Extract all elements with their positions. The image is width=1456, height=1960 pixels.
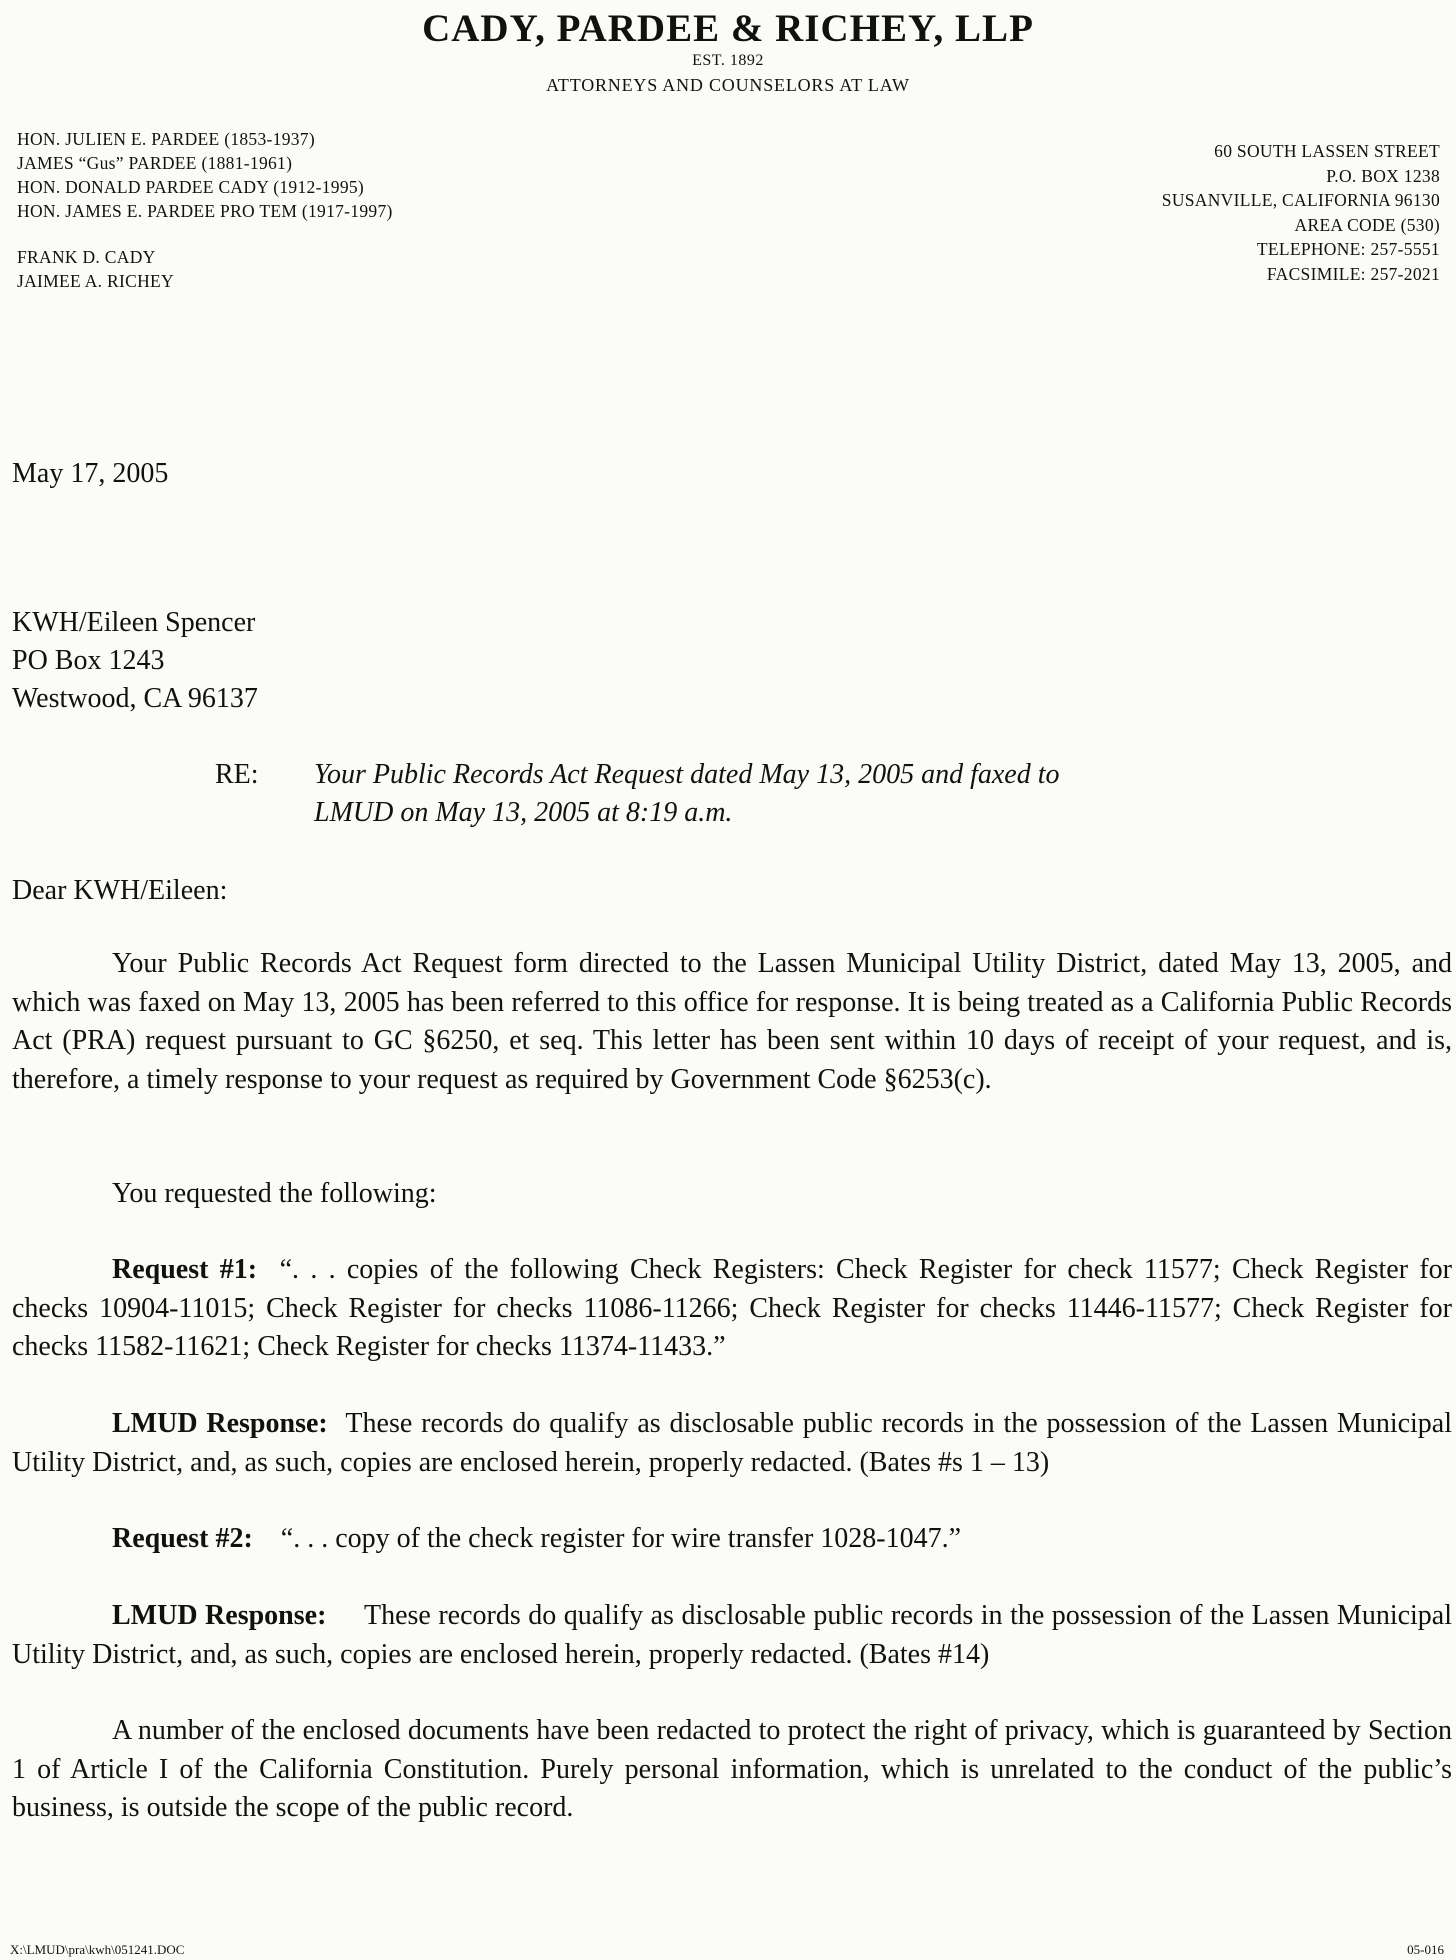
partner-name: HON. DONALD PARDEE CADY (1912-1995): [17, 177, 365, 197]
response-1-text: These records do qualify as disclosable public records in the possession of the Lassen Municipal Utility District, and, as such, copies are enclosed herein, properly redacted. (Bates #s 1 – 13): [12, 1408, 1453, 1478]
response-2: [12, 1597, 1452, 1674]
recipient-address: [12, 604, 258, 718]
recipient-line: KWH/Eileen Spencer: [12, 607, 256, 638]
re-label: RE:: [215, 759, 259, 790]
partner-name: JAMES “Gus” PARDEE (1881-1961): [17, 153, 293, 173]
recipient-line: PO Box 1243: [12, 645, 165, 676]
firm-address: [1162, 139, 1440, 286]
requested-text: You requested the following:: [112, 1178, 437, 1209]
footer-code: 05-016: [1407, 1942, 1444, 1957]
partner-name: HON. JULIEN E. PARDEE (1853-1937): [17, 129, 315, 149]
address-line: TELEPHONE: 257-5551: [1256, 239, 1440, 259]
re-subject-line: LMUD on May 13, 2005 at 8:19 a.m.: [314, 797, 733, 828]
address-line: P.O. BOX 1238: [1326, 165, 1440, 186]
address-line: 60 SOUTH LASSEN STREET: [1214, 141, 1440, 161]
address-line: FACSIMILE: 257-2021: [1266, 263, 1440, 284]
footer-file-path: X:\LMUD\pra\kwh\051241.DOC: [10, 1942, 185, 1957]
response-1-label: LMUD Response:: [112, 1408, 328, 1439]
request-2-label: Request #2:: [112, 1523, 253, 1554]
privacy-text: A number of the enclosed documents have been redacted to protect the right of privacy, which is guaranteed by Section 1 of Article I of the California Constitution. Purely personal information, which is unrelated to the conduct of the public’s business, is outside the scope of the public record.: [12, 1715, 1452, 1823]
intro-text: Your Public Records Act Request form directed to the Lassen Municipal Utility District, dated May 13, 2005, and which was faxed on May 13, 2005 has been referred to this office for response. It is being treated as a California Public Records Act (PRA) request pursuant to GC §6250, et seq. This letter has been sent within 10 days of receipt of your request, and is, therefore, a timely response to your request as required by Government Code §6253(c).: [12, 948, 1452, 1095]
firm-established: EST. 1892: [692, 52, 764, 69]
request-2-text: “. . . copy of the check register for wire transfer 1028-1047.”: [280, 1523, 962, 1554]
partner-name: FRANK D. CADY: [17, 247, 156, 267]
recipient-line: Westwood, CA 96137: [12, 683, 258, 714]
partner-name: HON. JAMES E. PARDEE PRO TEM (1917-1997): [17, 201, 393, 221]
response-2-label: LMUD Response:: [112, 1600, 327, 1631]
letter-date: May 17, 2005: [12, 458, 169, 489]
response-2-text: These records do qualify as disclosable public records in the possession of the Lassen Municipal Utility District, and, as such, copies are enclosed herein, properly redacted. (Bates #14): [12, 1600, 1453, 1670]
partner-name: JAIMEE A. RICHEY: [17, 271, 174, 291]
response-1: [12, 1405, 1452, 1482]
request-1-label: Request #1:: [112, 1254, 258, 1285]
address-line: SUSANVILLE, CALIFORNIA 96130: [1161, 190, 1440, 210]
firm-name: CADY, PARDEE & RICHEY, LLP: [422, 7, 1034, 50]
re-subject-line: Your Public Records Act Request dated May 13, 2005 and faxed to: [314, 759, 1060, 790]
salutation: Dear KWH/Eileen:: [12, 875, 228, 906]
privacy-paragraph: [12, 1712, 1452, 1828]
re-subject: [314, 756, 1060, 832]
request-1: [12, 1251, 1452, 1367]
intro-paragraph: [12, 945, 1452, 1099]
partners-list: [17, 127, 393, 293]
request-2: [12, 1520, 1452, 1559]
address-line: AREA CODE (530): [1294, 214, 1440, 235]
request-1-text: “. . . copies of the following Check Registers: Check Register for check 11577; Check Register for checks 10904-11015; Check Register for checks 11086-11266; Check Register for checks 11446-11577; Check Register for checks 11582-11621; Check Register for checks 11374-11433.”: [12, 1254, 1452, 1362]
requested-paragraph: [12, 1175, 1452, 1214]
firm-tagline: ATTORNEYS AND COUNSELORS AT LAW: [546, 75, 910, 95]
